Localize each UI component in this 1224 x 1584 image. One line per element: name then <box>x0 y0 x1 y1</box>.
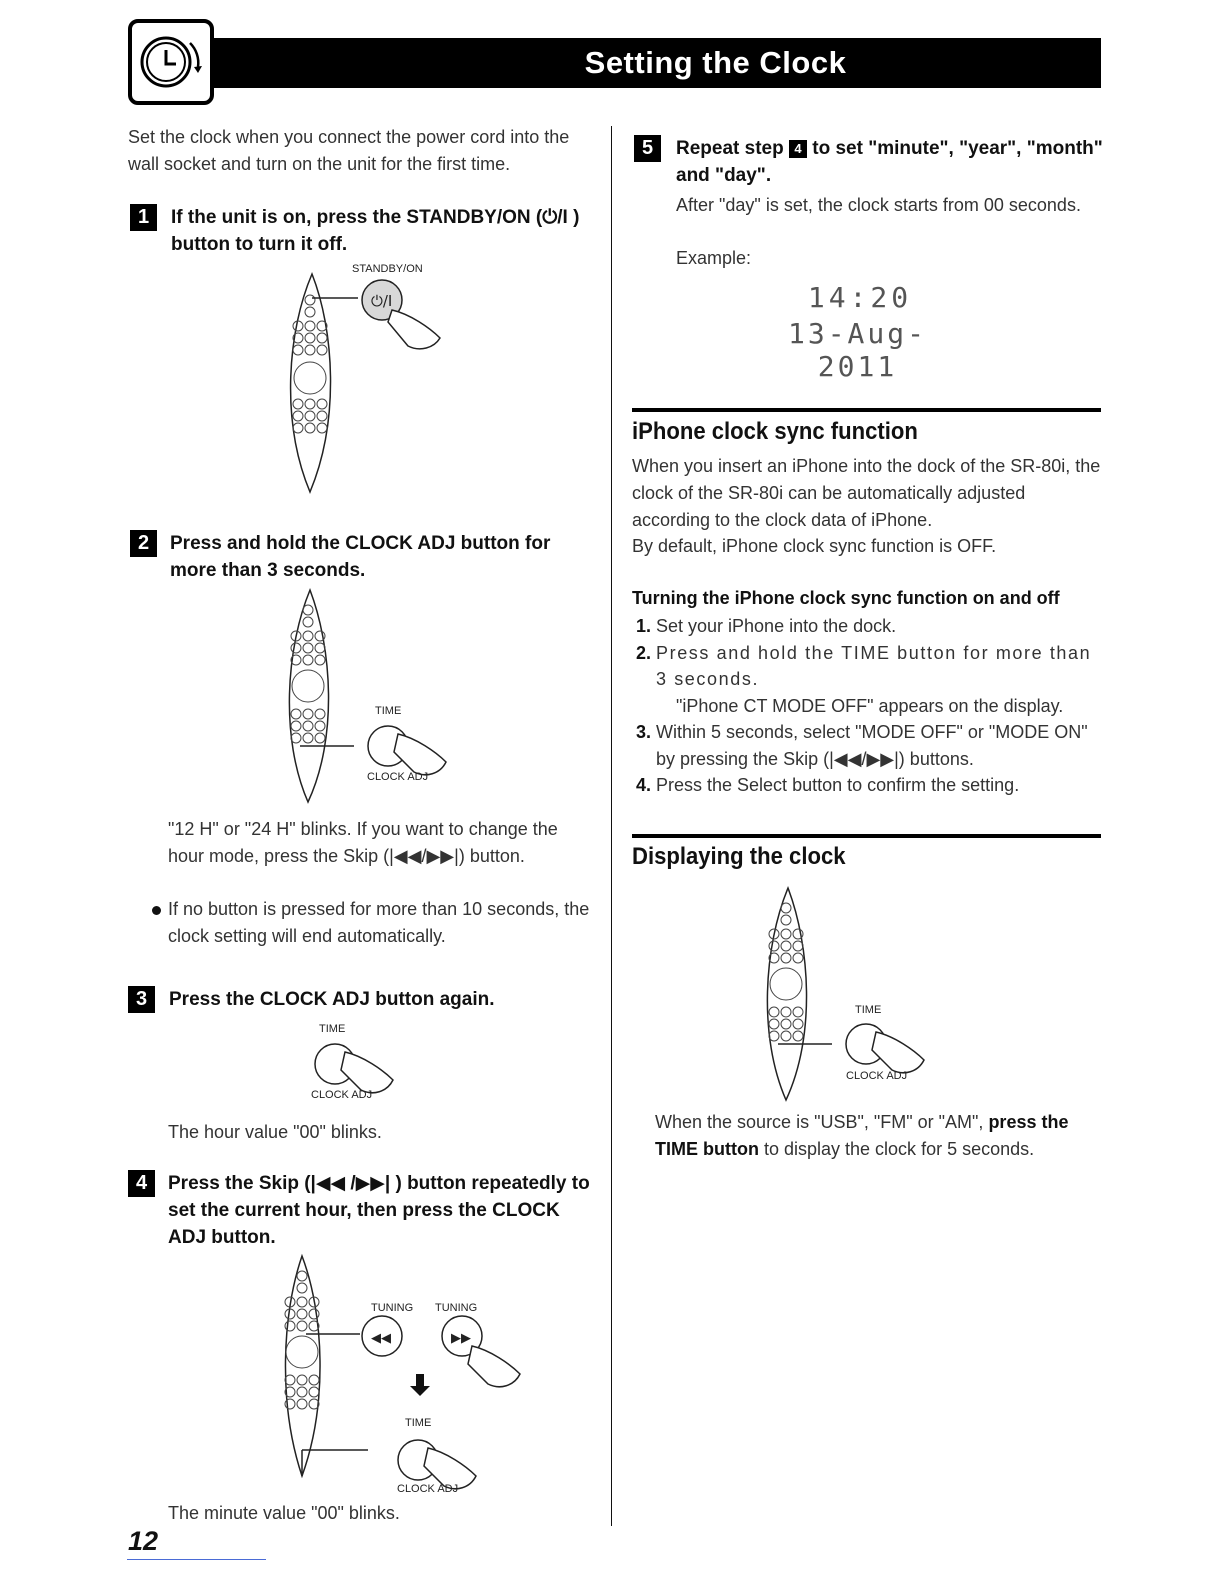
clock-adj-label: CLOCK ADJ <box>846 1070 908 1082</box>
list-item <box>636 772 1102 799</box>
iphone-section-title: iPhone clock sync function <box>632 418 918 445</box>
list-item <box>636 719 1102 772</box>
list-item-number: 2. <box>636 642 652 663</box>
step-3-title: Press the CLOCK ADJ button again. <box>169 989 495 1010</box>
remote-illustration-1 <box>280 270 480 500</box>
list-item-text: Set your iPhone into the dock. <box>656 616 897 636</box>
display-text-post: to display the clock for 5 seconds. <box>763 1139 1035 1159</box>
remote-illustration-4 <box>278 1254 538 1504</box>
step-5-note: After "day" is set, the clock starts from 00 seconds. <box>676 195 1081 215</box>
section-rule <box>632 834 1101 838</box>
time-label: TIME <box>319 1023 346 1035</box>
list-item-text: Press the Select button to confirm the setting. <box>656 775 1020 795</box>
iphone-para-1: When you insert an iPhone into the dock of the SR-80i, the clock of the SR-80i can be automatically adjusted according to the clock data of iPhone. <box>632 456 1101 530</box>
step-4-badge: 4 <box>128 1170 155 1197</box>
lcd-date: 13-Aug-2011 <box>787 317 927 383</box>
step-2-title: Press and hold the CLOCK ADJ button for more than 3 seconds. <box>170 533 551 581</box>
step-1-badge: 1 <box>130 204 157 231</box>
example-label: Example: <box>676 248 752 268</box>
time-label: TIME <box>855 1004 882 1016</box>
step-2-bullet: If no button is pressed for more than 10 seconds, the clock setting will end automatically. <box>168 899 590 946</box>
list-item <box>636 693 1102 720</box>
step-5-title <box>676 135 1106 189</box>
tuning-down-label: TUNING <box>371 1302 414 1314</box>
iphone-para-2: By default, iPhone clock sync function is OFF. <box>632 536 997 556</box>
clock-adj-label: CLOCK ADJ <box>311 1089 373 1101</box>
bullet-dot <box>152 906 161 915</box>
step-3-badge: 3 <box>128 986 155 1013</box>
svg-text:⏻/I: ⏻/I <box>371 292 393 310</box>
list-item <box>636 613 1102 640</box>
display-section-title: Displaying the clock <box>632 843 846 870</box>
page-number-rule <box>127 1559 266 1560</box>
display-text <box>655 1109 1105 1163</box>
column-divider <box>611 126 612 1526</box>
list-item-number: 4. <box>636 775 652 795</box>
list-item-number: 1. <box>636 616 652 636</box>
svg-text:◀◀: ◀◀ <box>371 1331 391 1346</box>
step-5-badge: 5 <box>634 135 661 162</box>
clock-adj-label: CLOCK ADJ <box>397 1483 459 1495</box>
iphone-steps-list <box>636 613 1102 799</box>
display-text-bold: press the TIME button <box>655 1112 1069 1159</box>
time-label: TIME <box>375 705 402 717</box>
list-item-text: Within 5 seconds, select "MODE OFF" or "MODE ON" by pressing the Skip (|◀◀/▶▶|) buttons. <box>656 722 1088 769</box>
lcd-time: 14:20 <box>807 281 913 314</box>
standby-label: STANDBY/ON <box>352 263 423 275</box>
time-label: TIME <box>405 1417 432 1429</box>
display-text-pre: When the source is "USB", "FM" or "AM", <box>655 1112 984 1132</box>
step-4-note: The minute value "00" blinks. <box>168 1503 400 1523</box>
page-number: 12 <box>128 1526 159 1556</box>
step-1-title: If the unit is on, press the STANDBY/ON (⏻/I ) button to turn it off. <box>171 207 580 255</box>
svg-text:▶▶: ▶▶ <box>451 1331 471 1346</box>
list-item-number: 3. <box>636 722 652 742</box>
step-3-note: The hour value "00" blinks. <box>168 1122 382 1142</box>
step-5-title-post: to set "minute", "year", "month" and "day". <box>676 138 1103 186</box>
intro-text: Set the clock when you connect the power cord into the wall socket and turn on the unit for the first time. <box>128 127 570 174</box>
tuning-up-label: TUNING <box>435 1302 478 1314</box>
step-ref-badge: 4 <box>789 140 807 158</box>
clock-adj-label: CLOCK ADJ <box>367 771 429 783</box>
step-5-title-pre: Repeat step <box>676 138 784 159</box>
list-item <box>636 640 1102 693</box>
step-2-badge: 2 <box>130 530 157 557</box>
iphone-subtitle: Turning the iPhone clock sync function on and off <box>632 588 1060 608</box>
list-item-text: Press and hold the TIME button for more than 3 seconds. <box>656 642 1092 689</box>
clock-adjust-icon <box>128 19 214 105</box>
section-rule <box>632 408 1101 412</box>
page-title: Setting the Clock <box>584 45 847 80</box>
step-4-title: Press the Skip (|◀◀ /▶▶| ) button repeatedly to set the current hour, then press the CLOCK ADJ button. <box>168 1173 590 1248</box>
list-item-text: "iPhone CT MODE OFF" appears on the display. <box>676 695 1064 716</box>
step-2-note: "12 H" or "24 H" blinks. If you want to change the hour mode, press the Skip (|◀◀/▶▶|) button. <box>168 819 558 866</box>
